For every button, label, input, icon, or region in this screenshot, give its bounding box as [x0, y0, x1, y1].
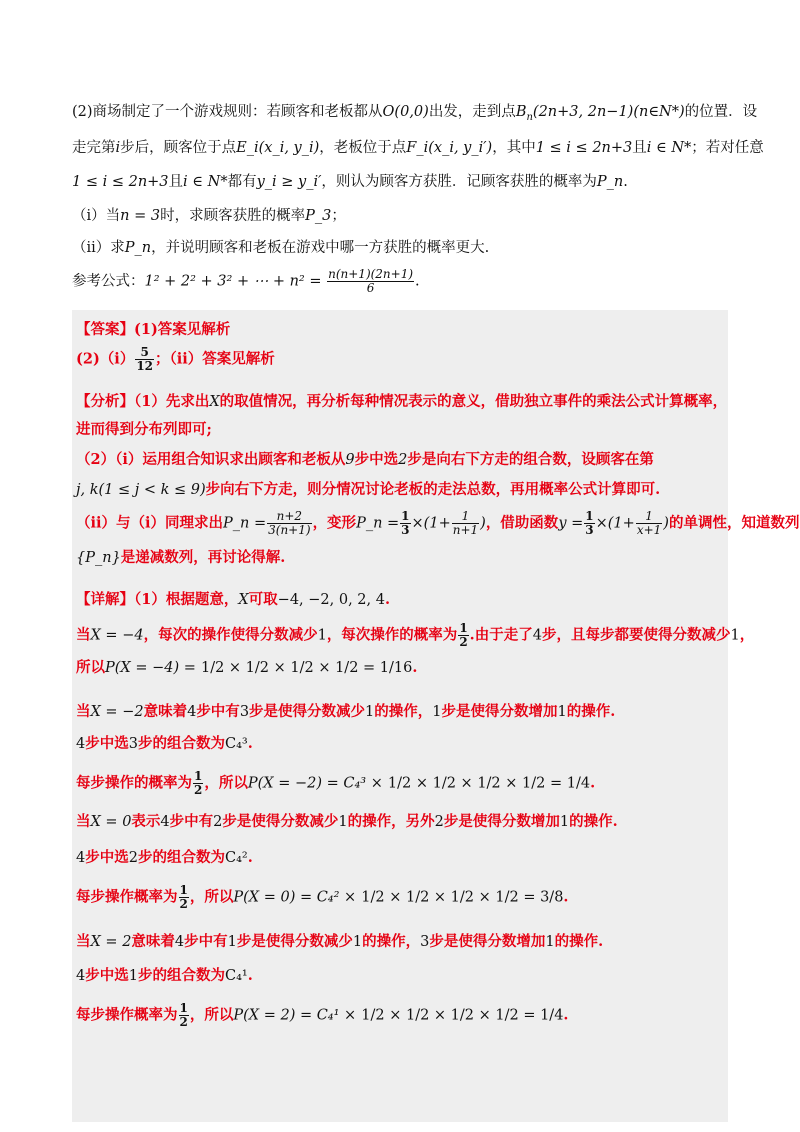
text: ，则认为顾客方获胜．记顾客获胜的概率为: [321, 174, 597, 190]
math: 4: [76, 968, 86, 984]
math: 4: [532, 627, 542, 644]
math: i ∈ N*: [646, 140, 692, 156]
text: （2）（i）运用组合知识求出顾客和老板从: [76, 451, 346, 468]
fraction: [327, 268, 414, 295]
question-line-3: [72, 172, 628, 192]
detail-line-3: [76, 656, 417, 677]
fraction-num: 1: [636, 510, 662, 524]
math: X = −2: [90, 704, 144, 720]
text: 是递减数列，再讨论得解.: [120, 549, 286, 566]
math: 3: [420, 934, 430, 950]
text: ；: [331, 208, 346, 224]
text: 的操作，另外: [347, 813, 435, 830]
text: .: [563, 1006, 569, 1024]
text: ；（ii）答案见解析: [155, 350, 275, 368]
fraction: [135, 346, 154, 373]
math: i ∈ N*: [183, 174, 228, 190]
text: 步中有: [169, 813, 214, 830]
text: 的位置．设: [684, 104, 758, 120]
text: 步的组合数为: [137, 735, 225, 752]
text: 步是使得分数减少: [249, 703, 366, 720]
text: 步，且每步都要使得分数减少: [541, 626, 731, 644]
math: 4: [187, 704, 197, 720]
math: 4: [76, 736, 86, 752]
text: ，其中: [492, 140, 536, 156]
question-line-6: [72, 268, 420, 295]
fraction-num: 1: [401, 509, 410, 523]
text: 且: [632, 140, 647, 156]
math: {P_n}: [76, 550, 121, 566]
detail-line-9: [76, 884, 568, 911]
text: .: [590, 774, 596, 792]
text: 步向右下方走，则分情况讨论老板的走法总数，再用概率公式计算即可.: [205, 481, 661, 498]
math-sub: n: [526, 111, 533, 123]
math: 4: [160, 814, 170, 830]
fraction: [179, 884, 189, 911]
question-line-5: [72, 238, 489, 258]
text: ，每次操作的概率为: [326, 626, 458, 644]
math: 3: [239, 704, 250, 720]
math: 1² + 2² + 3² + ⋯ + n² =: [144, 273, 322, 290]
fraction-den: x+1: [636, 523, 662, 537]
text: 每步操作概率为: [76, 1006, 178, 1024]
math: 1: [317, 627, 327, 644]
text: 的操作，: [374, 703, 433, 720]
math: −4, −2, 0, 2, 4: [277, 592, 385, 608]
math: C₄³: [224, 736, 248, 752]
math: P_3: [305, 208, 332, 224]
math: P(X = 0) = C₄² ×: [233, 889, 357, 906]
fraction: [584, 510, 594, 537]
text: 当: [76, 626, 91, 644]
text: .: [247, 735, 253, 752]
math: C₄²: [224, 850, 248, 866]
text: 的单调性，知道数列: [668, 514, 800, 532]
math: P_n: [596, 174, 624, 190]
math: 2: [398, 452, 408, 468]
math: 1: [559, 814, 570, 830]
fraction-num: n+2: [267, 510, 311, 524]
detail-line-5: [76, 732, 253, 753]
fraction-num: 5: [135, 346, 154, 360]
analysis-line-6: [76, 546, 285, 567]
math: 1 ≤ i ≤ 2n+3: [535, 140, 633, 156]
math: n = 3: [120, 208, 161, 224]
math: 2: [213, 814, 223, 830]
detail-line-2: [76, 622, 754, 649]
text: 的操作.: [554, 933, 604, 950]
text: 参考公式：: [72, 273, 145, 290]
math: O(0,0): [382, 104, 429, 120]
math: 1: [545, 934, 555, 950]
fraction-den: n+1: [452, 523, 479, 537]
detail-line-8: [76, 846, 253, 867]
math: i: [115, 140, 121, 156]
analysis-line-4: [76, 478, 660, 499]
answer-panel: [72, 310, 800, 1122]
text: .: [384, 591, 391, 608]
math: P(X = 2) = C₄¹ ×: [233, 1007, 357, 1024]
math-equation: 1/2 × 1/2 × 1/2 × 1/2 = 3/8: [361, 889, 564, 906]
text: 的操作，: [362, 933, 421, 950]
text: (2)（i）: [76, 350, 135, 368]
fraction-den: 2: [179, 1015, 188, 1029]
math: C₄¹: [224, 968, 248, 984]
math: 1: [227, 934, 237, 950]
answer-line-2: [76, 346, 275, 373]
text: 步后，顾客位于点: [120, 140, 237, 156]
math: ×(1+: [411, 515, 451, 532]
question-line-2: [72, 138, 764, 158]
text: 的操作.: [566, 703, 616, 720]
text: 当: [76, 813, 91, 830]
math: 1: [557, 704, 567, 720]
math: P(X = −4) =: [105, 660, 196, 676]
text: 的取值情况，再分析每种情况表示的意义，借助独立事件的乘法公式计算概率，: [219, 393, 728, 410]
math: P(X = −2) = C₄³ ×: [247, 775, 383, 792]
math: ): [663, 515, 669, 532]
text: 【分析】（1）先求出: [76, 393, 210, 410]
analysis-line-5: [76, 510, 799, 537]
text: ，借助函数: [485, 514, 559, 532]
text: 步中有: [196, 703, 240, 720]
text: 步中选: [85, 735, 129, 752]
text: ，变形: [312, 514, 357, 532]
math: F_i(x_i, y_i′): [406, 140, 493, 156]
fraction-num: 1: [194, 769, 203, 783]
text: 步的组合数为: [137, 849, 225, 866]
text: 当: [76, 933, 91, 950]
fraction-den: 6: [366, 281, 375, 295]
math: 4: [174, 934, 185, 950]
fraction: [452, 510, 479, 537]
fraction: [179, 1002, 189, 1029]
text: .: [412, 659, 418, 676]
fraction: [193, 770, 203, 797]
text: .由于走了: [469, 626, 533, 644]
fraction-den: 3: [585, 523, 594, 537]
math: ): [480, 515, 486, 532]
text: （ii）与（i）同理求出: [76, 514, 224, 532]
text: 步是向右下方走的组合数，设顾客在第: [407, 451, 654, 468]
fraction-num: 1: [179, 1001, 188, 1015]
text: .: [247, 849, 253, 866]
answer-line: 【答案】(1)答案见解析: [76, 321, 231, 338]
text: 意味着: [143, 703, 188, 720]
math: 1 ≤ i ≤ 2n+3: [72, 174, 169, 190]
text: ，: [739, 626, 755, 644]
text: 步是使得分数增加: [443, 813, 560, 830]
math: 1: [365, 704, 375, 720]
text: 表示: [131, 813, 161, 830]
fraction-den: 2: [194, 783, 203, 797]
text: 步中选: [354, 451, 399, 468]
text: .: [623, 174, 628, 190]
question-line-1: [72, 102, 757, 128]
fraction-num: 1: [179, 883, 188, 897]
math: P_n: [124, 240, 152, 256]
text: （i）当: [72, 208, 121, 224]
fraction: [400, 510, 410, 537]
text: 【详解】（1）根据题意，: [76, 591, 239, 608]
fraction: [636, 510, 662, 537]
math: 1: [128, 968, 138, 984]
math-equation: 1/2 × 1/2 × 1/2 × 1/2 = 1/16: [200, 660, 413, 676]
text: ，所以: [204, 774, 248, 792]
text: 走完第: [72, 140, 116, 156]
fraction: [458, 622, 468, 649]
detail-line-7: [76, 810, 618, 831]
math: X = 0: [90, 814, 132, 830]
text: 步的组合数为: [137, 967, 225, 984]
fraction: [267, 510, 311, 537]
fraction-den: 2: [459, 635, 468, 649]
math: 2: [128, 850, 138, 866]
math: y_i ≥ y_i′: [256, 174, 322, 190]
text: ，每次的操作使得分数减少: [143, 626, 318, 644]
text: 步中选: [85, 967, 129, 984]
math: E_i(x_i, y_i): [236, 140, 320, 156]
math: P_n =: [356, 515, 400, 532]
question-line-4: [72, 206, 346, 226]
math: B: [515, 104, 527, 120]
math: X: [238, 592, 249, 608]
math: X = −4: [90, 627, 144, 644]
text: 可取: [248, 591, 278, 608]
detail-line-6: [76, 770, 595, 797]
text: ，所以: [189, 888, 234, 906]
text: ，老板位于点: [319, 140, 407, 156]
text: .: [247, 967, 253, 984]
math: X: [209, 394, 220, 410]
math: (2n+3, 2n−1)(n∈N*): [532, 104, 685, 120]
math: ×(1+: [595, 515, 635, 532]
math: X = 2: [90, 934, 132, 950]
math: 1: [352, 934, 363, 950]
text: 步是使得分数增加: [441, 703, 558, 720]
text: ；若对任意: [691, 140, 764, 156]
fraction-den: 3(n+1): [268, 523, 311, 537]
math: P_n =: [223, 515, 267, 532]
fraction-den: 2: [179, 897, 188, 911]
text: .: [415, 273, 420, 290]
text: 的操作.: [569, 813, 618, 830]
math-equation: 1/2 × 1/2 × 1/2 × 1/2 = 1/4: [387, 775, 591, 792]
math: j, k(1 ≤ j < k ≤ 9): [76, 482, 206, 498]
text: 步是使得分数减少: [236, 933, 353, 950]
text: ，并说明顾客和老板在游戏中哪一方获胜的概率更大.: [151, 240, 490, 256]
fraction-den: 12: [136, 359, 154, 373]
math: 9: [345, 452, 355, 468]
detail-line-12: [76, 1002, 568, 1029]
analysis-line-2: 进而得到分布列即可;: [76, 421, 212, 438]
text: ，所以: [189, 1006, 234, 1024]
text: 出发，走到点: [428, 104, 516, 120]
text: 步是使得分数减少: [222, 813, 339, 830]
text: 步是使得分数增加: [429, 933, 546, 950]
analysis-line-3: [76, 448, 654, 469]
math: y =: [558, 515, 584, 532]
math: 1: [338, 814, 348, 830]
math: 4: [76, 850, 86, 866]
text: 时，求顾客获胜的概率: [160, 208, 306, 224]
fraction-num: 1: [585, 509, 594, 523]
detail-line-10: [76, 930, 603, 951]
math: 1: [730, 627, 740, 644]
fraction-num: n(n+1)(2n+1): [328, 267, 414, 281]
text: 步中选: [85, 849, 129, 866]
text: 每步操作的概率为: [76, 774, 192, 792]
math: 1: [432, 704, 442, 720]
text: （ii）求: [72, 240, 125, 256]
fraction-num: 1: [452, 510, 479, 524]
text: (2)商场制定了一个游戏规则：若顾客和老板都从: [72, 104, 383, 120]
math: 3: [128, 736, 138, 752]
fraction-num: 1: [459, 621, 468, 635]
text: 且: [168, 174, 184, 190]
fraction-den: 3: [401, 523, 410, 537]
text: 所以: [76, 659, 105, 676]
text: 意味着: [131, 933, 175, 950]
math: 2: [434, 814, 444, 830]
detail-line-4: [76, 700, 615, 721]
text: 步中有: [184, 933, 228, 950]
math-equation: 1/2 × 1/2 × 1/2 × 1/2 = 1/4: [361, 1007, 564, 1024]
text: 都有: [227, 174, 257, 190]
text: .: [563, 888, 569, 906]
text: 当: [76, 703, 91, 720]
text: 每步操作概率为: [76, 888, 178, 906]
detail-line-11: [76, 964, 253, 985]
analysis-line-1: [76, 390, 727, 411]
detail-line-1: [76, 588, 390, 609]
